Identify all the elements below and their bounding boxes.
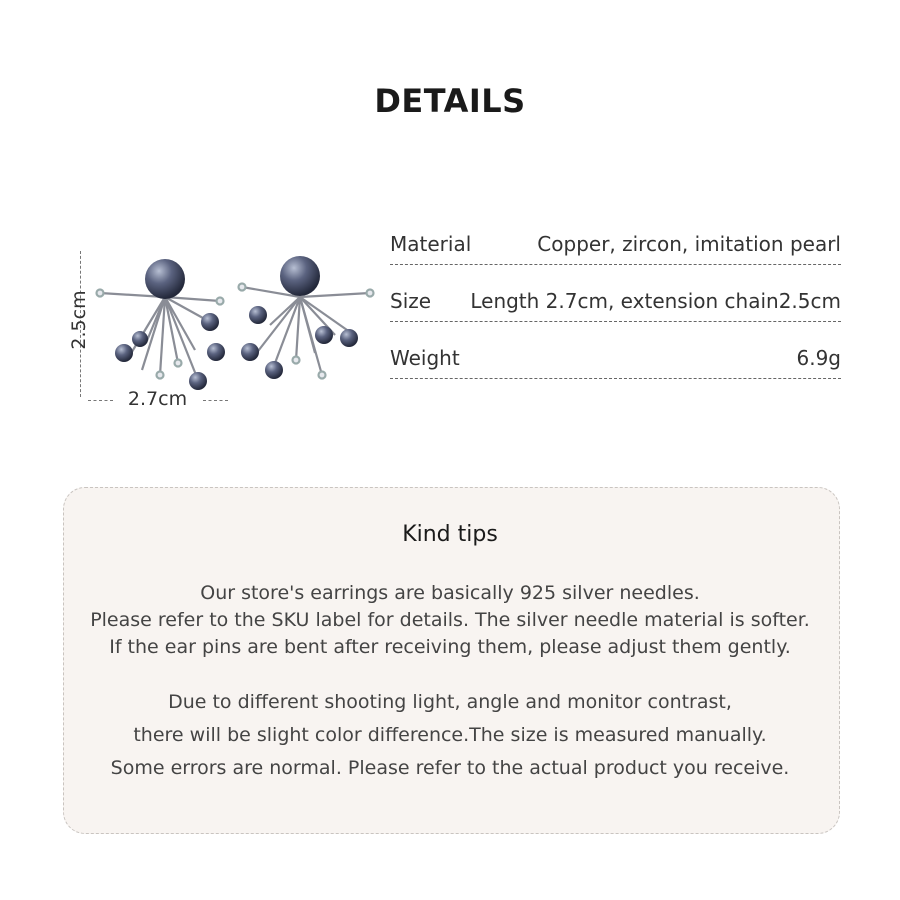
tips-line: Please refer to the SKU label for details. The silver needle material is softer. bbox=[90, 609, 810, 631]
width-dimension-label: 2.7cm bbox=[127, 388, 188, 410]
spec-value: 6.9g bbox=[796, 346, 841, 370]
left-earring bbox=[97, 259, 226, 390]
tips-line: Due to different shooting light, angle and monitor contrast, bbox=[168, 691, 732, 713]
spec-label: Weight bbox=[390, 346, 460, 370]
tips-line: Some errors are normal. Please refer to the actual product you receive. bbox=[110, 757, 790, 779]
spec-value: Length 2.7cm, extension chain2.5cm bbox=[470, 289, 841, 313]
spec-table bbox=[390, 228, 841, 399]
spec-label: Size bbox=[390, 289, 432, 313]
spec-row-material bbox=[390, 228, 841, 265]
tips-line: Our store's earrings are basically 925 silver needles. bbox=[200, 582, 700, 604]
spec-row-size bbox=[390, 285, 841, 322]
tips-line: If the ear pins are bent after receiving them, please adjust them gently. bbox=[109, 636, 791, 658]
height-dimension-label: 2.5cm bbox=[68, 290, 90, 350]
spec-label: Material bbox=[390, 232, 472, 256]
spec-row-weight bbox=[390, 342, 841, 379]
page-title: DETAILS bbox=[374, 82, 526, 120]
tips-line: there will be slight color difference.The size is measured manually. bbox=[133, 724, 767, 746]
spec-value: Copper, zircon, imitation pearl bbox=[537, 232, 841, 256]
kind-tips-title: Kind tips bbox=[402, 522, 498, 547]
right-earring bbox=[239, 256, 374, 379]
